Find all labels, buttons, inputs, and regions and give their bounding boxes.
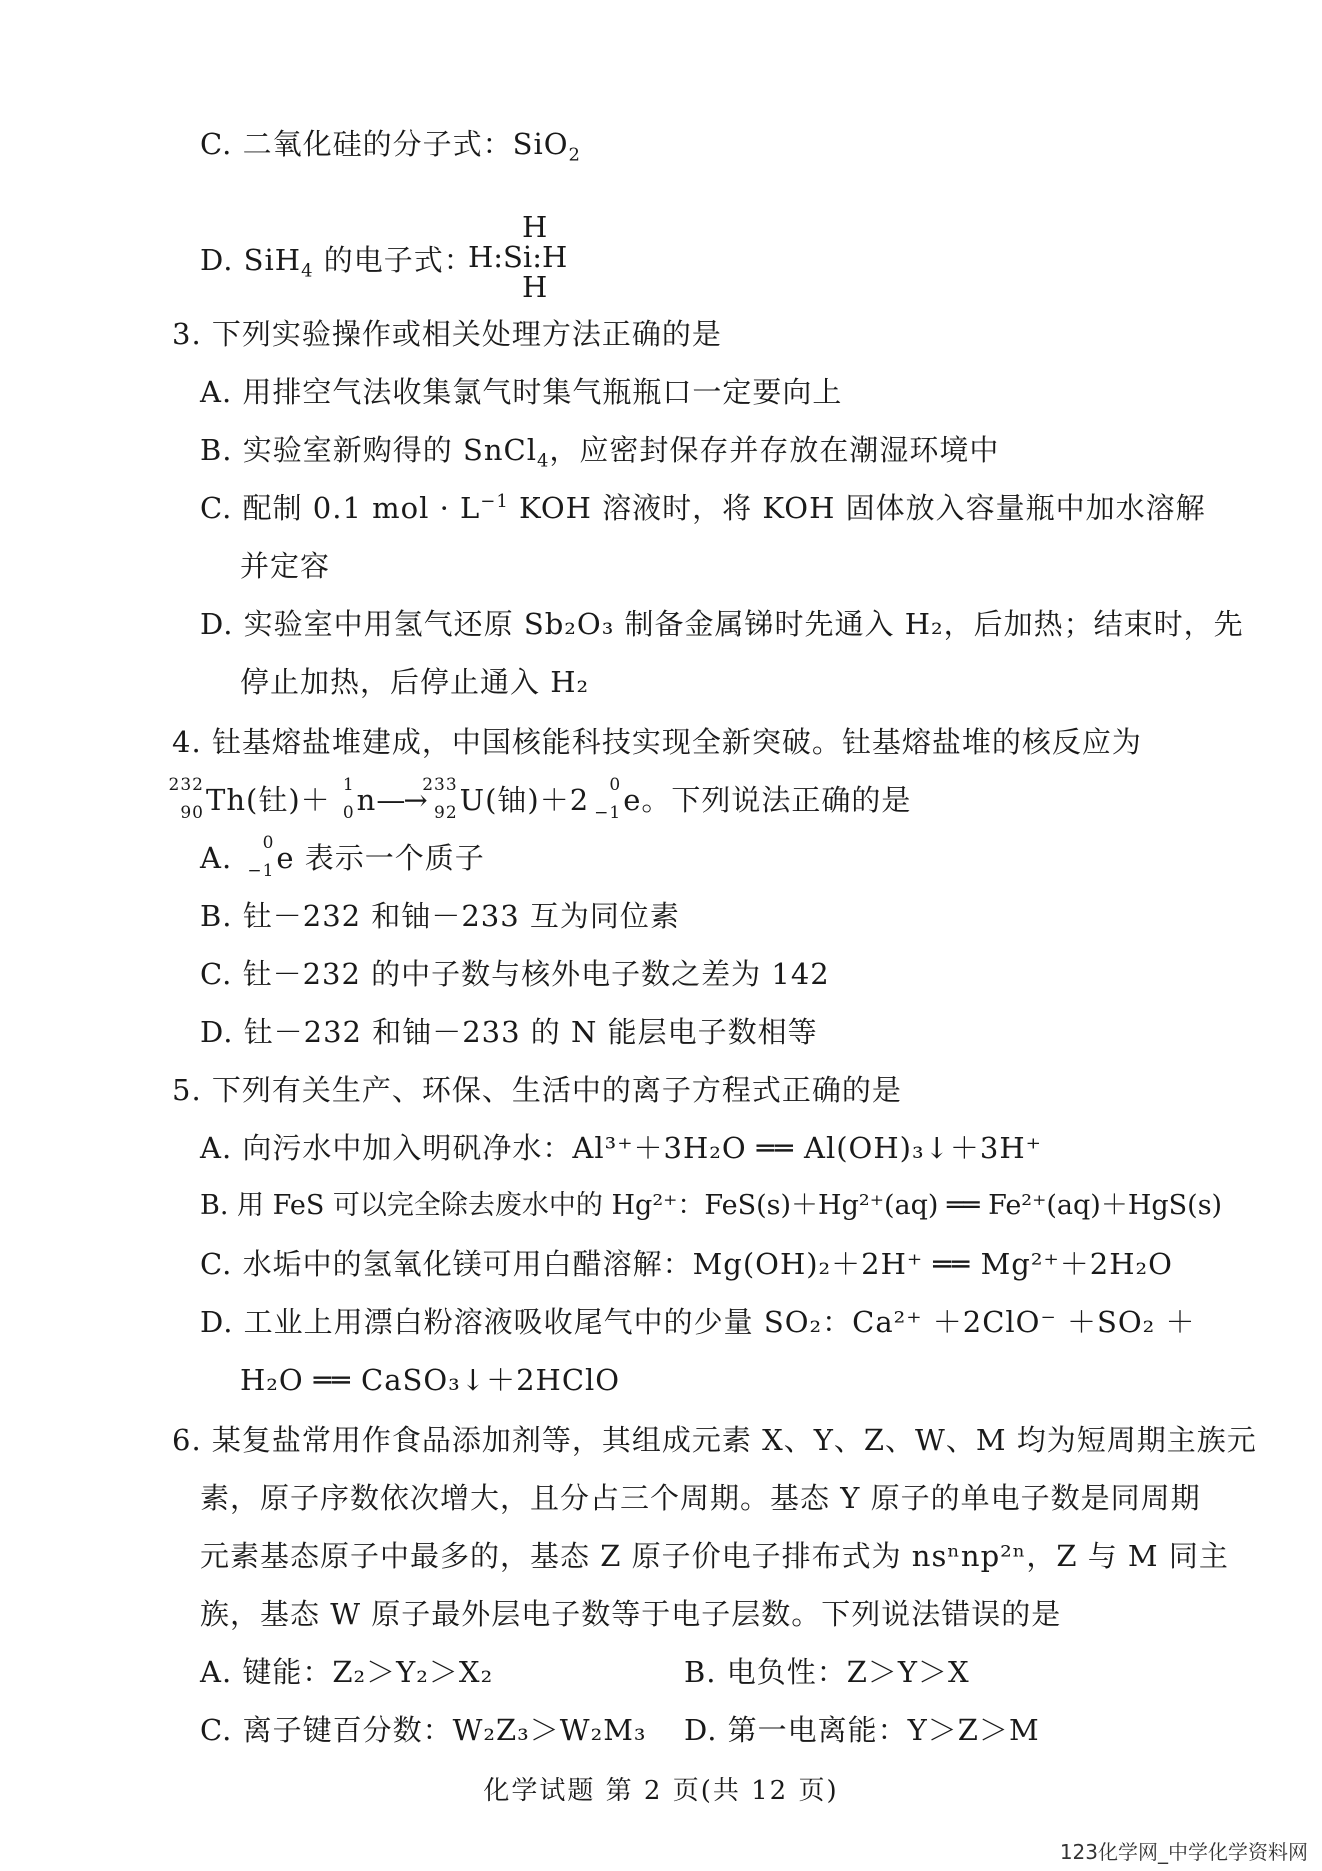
q3-option-d-line2: 停止加热，后停止通入 H₂ (240, 665, 590, 699)
q2-option-c-text: C. 二氧化硅的分子式：SiO (200, 127, 569, 161)
th-atomic: 90 (180, 803, 204, 823)
lewis-middle-row: H:Si:H (468, 240, 568, 274)
q2-option-c-sub: 2 (568, 144, 581, 166)
q3-stem: 3. 下列实验操作或相关处理方法正确的是 (172, 317, 722, 351)
q3-option-c-line2: 并定容 (240, 549, 331, 583)
q4-option-a-prefix: A. (200, 841, 243, 875)
q5-option-c: C. 水垢中的氢氧化镁可用白醋溶解：Mg(OH)₂＋2H⁺ ══ Mg²⁺＋2H₂O (200, 1247, 1173, 1281)
q3-option-b-suffix: ，应密封保存并存放在潮湿环境中 (549, 433, 1000, 467)
sih4-lewis-structure (468, 210, 598, 304)
q6-option-d: D. 第一电离能：Y＞Z＞M (684, 1713, 1040, 1747)
q4-option-d: D. 钍－232 和铀－233 的 N 能层电子数相等 (200, 1015, 818, 1049)
q2-option-d-suffix: 的电子式： (313, 243, 474, 277)
q3-option-a: A. 用排空气法收集氯气时集气瓶瓶口一定要向上 (200, 375, 843, 409)
q2-option-d (200, 240, 474, 280)
q3-option-c-suffix: KOH 溶液时，将 KOH 固体放入容量瓶中加水溶解 (508, 491, 1206, 525)
th-mass: 232 (168, 775, 204, 795)
q3-option-b-text: B. 实验室新购得的 SnCl (200, 433, 537, 467)
u-mass: 233 (422, 775, 458, 795)
nuclide-u (422, 775, 460, 823)
e-mass: 0 (609, 775, 622, 795)
q4-stem-line1: 4. 钍基熔盐堆建成，中国核能科技实现全新突破。钍基熔盐堆的核反应为 (172, 725, 1142, 759)
q3-option-c-line1 (200, 488, 1206, 528)
q5-option-d-line1: D. 工业上用漂白粉溶液吸收尾气中的少量 SO₂：Ca²⁺ ＋2ClO⁻ ＋SO₂ ＋ (200, 1305, 1196, 1339)
q2-option-d-text: D. SiH (200, 243, 302, 277)
q6-option-b: B. 电负性：Z＞Y＞X (684, 1655, 970, 1689)
nuclide-e (589, 775, 623, 823)
n-atomic: 0 (342, 803, 355, 823)
q5-option-b: B. 用 FeS 可以完全除去废水中的 Hg²⁺：FeS(s)＋Hg²⁺(aq) ══ Fe²⁺(aq)＋HgS(s) (200, 1190, 1223, 1221)
q6-stem-line1: 6. 某复盐常用作食品添加剂等，其组成元素 X、Y、Z、W、M 均为短周期主族元 (172, 1423, 1257, 1457)
nuclide-th (168, 775, 206, 823)
q4-a-atomic: −1 (247, 861, 275, 881)
lewis-top-h: H (522, 210, 548, 244)
u-atomic: 92 (434, 803, 458, 823)
nuclide-n (331, 775, 357, 823)
q4-a-mass: 0 (262, 833, 275, 853)
q5-option-d-line2: H₂O ══ CaSO₃↓＋2HClO (240, 1363, 621, 1397)
lewis-bottom-h: H (522, 270, 548, 304)
e-label: e。下列说法正确的是 (623, 783, 912, 817)
n-mass: 1 (342, 775, 355, 795)
th-label: Th(钍)＋ (206, 783, 331, 817)
q6-stem-line4: 族，基态 W 原子最外层电子数等于电子层数。下列说法错误的是 (200, 1597, 1062, 1631)
q6-option-a: A. 键能：Z₂＞Y₂＞X₂ (200, 1655, 494, 1689)
q5-option-a: A. 向污水中加入明矾净水：Al³⁺＋3H₂O ══ Al(OH)₃↓＋3H⁺ (200, 1131, 1042, 1165)
q4-option-a (200, 833, 485, 881)
n-label: n (356, 783, 377, 817)
q6-stem-line2: 素，原子序数依次增大，且分占三个周期。基态 Y 原子的单电子数是同周期 (200, 1481, 1201, 1515)
u-label: U(铀)＋2 (459, 783, 590, 817)
q2-option-d-sub: 4 (301, 260, 314, 282)
e-atomic: −1 (594, 803, 622, 823)
q4-option-a-text: e 表示一个质子 (276, 841, 485, 875)
reaction-arrow: —→ (376, 783, 426, 817)
q6-option-c: C. 离子键百分数：W₂Z₃＞W₂M₃ (200, 1713, 647, 1747)
q4-option-b: B. 钍－232 和铀－233 互为同位素 (200, 899, 680, 933)
q2-option-c (200, 124, 581, 164)
q3-option-b-sub: 4 (536, 450, 550, 472)
page-footer: 化学试题 第 2 页(共 12 页) (483, 1776, 839, 1806)
q3-option-c-sup: −1 (480, 491, 509, 513)
q3-option-d-line1: D. 实验室中用氢气还原 Sb₂O₃ 制备金属锑时先通入 H₂，后加热；结束时，先 (200, 607, 1244, 641)
site-watermark: 123化学网_中学化学资料网 (1059, 1840, 1308, 1864)
q4-reaction-line (168, 775, 912, 823)
q3-option-b (200, 430, 999, 470)
q6-stem-line3: 元素基态原子中最多的，基态 Z 原子价电子排布式为 nsⁿnp²ⁿ，Z 与 M 同主 (200, 1539, 1229, 1573)
q5-stem: 5. 下列有关生产、环保、生活中的离子方程式正确的是 (172, 1073, 902, 1107)
q4-option-a-nuclide (242, 833, 276, 881)
q4-option-c: C. 钍－232 的中子数与核外电子数之差为 142 (200, 957, 830, 991)
q3-option-c-text: C. 配制 0.1 mol · L (200, 491, 481, 525)
